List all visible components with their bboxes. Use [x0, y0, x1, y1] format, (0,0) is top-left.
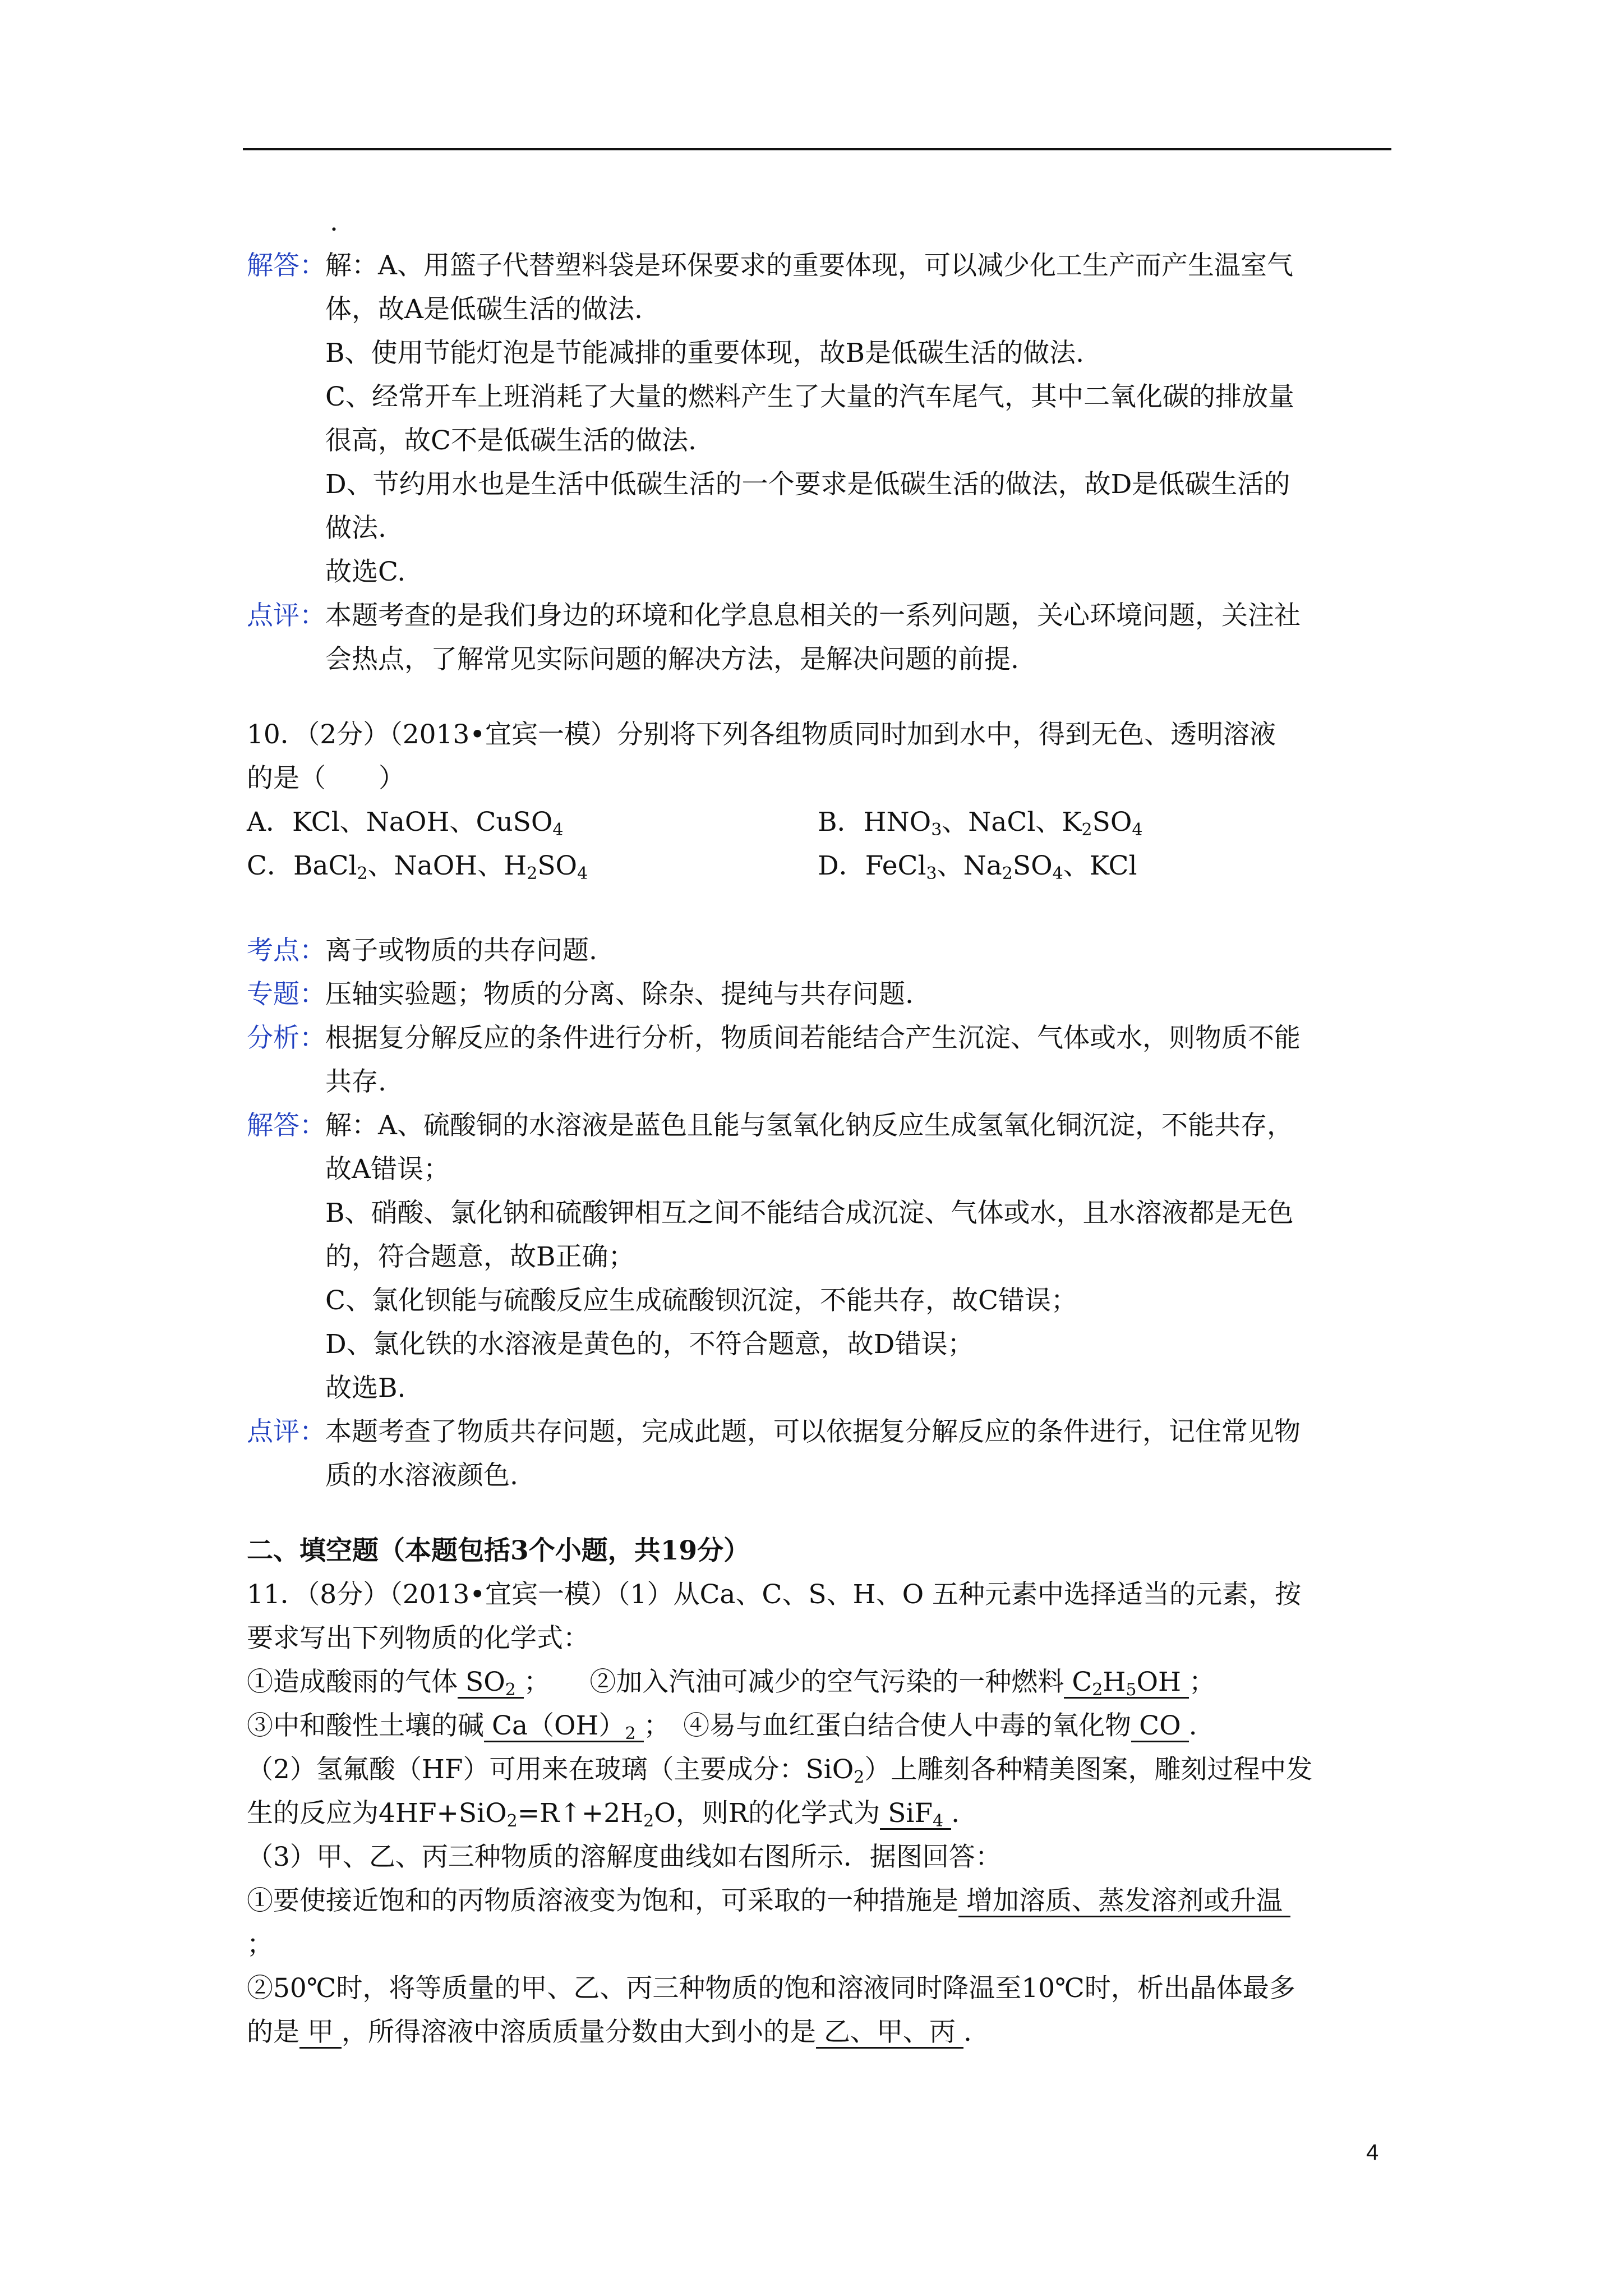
q10-answer-row: D、氯化铁的水溶液是黄色的，不符合题意，故D错误；	[325, 1329, 974, 1360]
answer-blank: $SO_2$	[458, 1668, 524, 1699]
answer-blank: 甲	[299, 2018, 342, 2049]
q9-answer-row: 故选C.	[325, 556, 406, 587]
q10-comment-row: 质的水溶液颜色.	[325, 1460, 518, 1491]
q9-answer-row: 做法.	[325, 513, 386, 544]
answer-blank: SiF$_4$	[880, 1799, 951, 1830]
q9-answer-row: 很高，故C不是低碳生活的做法.	[325, 425, 697, 456]
q11-line-1: ①造成酸雨的气体 $SO_2$ ； ②加入汽油可减少的空气污染的一种燃料 $C_2H_5OH$ ；	[247, 1667, 1216, 1700]
q10-stem: 10．（2分）（2013•宜宾一模）分别将下列各组物质同时加到水中，得到无色、透明溶液	[247, 719, 1276, 750]
page-number: 4	[1366, 2140, 1379, 2165]
q11-line-8: ②50℃时，将等质量的甲、乙、丙三种物质的饱和溶液同时降温至10℃时，析出晶体最多	[247, 1973, 1295, 2004]
q9-comment-row: 点评： 本题考查的是我们身边的环境和化学息息相关的一系列问题，关心环境问题，关注社	[247, 594, 1396, 638]
q11-line-6: ①要使接近饱和的丙物质溶液变为饱和，可采取的一种措施是 增加溶质、蒸发溶剂或升温	[247, 1879, 1396, 1923]
q11-stem: 11．（8分）（2013•宜宾一模）（1）从Ca、C、S、H、O 五种元素中选择适当的元素，按	[247, 1579, 1302, 1610]
analysis-label: 分析：	[247, 1023, 326, 1053]
q11-stem: 要求写出下列物质的化学式：	[247, 1623, 589, 1654]
q9-answer-row: C、经常开车上班消耗了大量的燃料产生了大量的汽车尾气，其中二氧化碳的排放量	[325, 381, 1294, 412]
answer-blank: $C_2H_5OH$	[1064, 1668, 1189, 1699]
header-rule	[243, 148, 1391, 150]
point-label: 考点：	[247, 935, 326, 966]
q11-line-7: ；	[247, 1929, 273, 1960]
answer-label: 解答：	[247, 1110, 326, 1141]
q10-topic-row: 专题： 压轴实验题；物质的分离、除杂、提纯与共存问题.	[247, 973, 1396, 1016]
q11-line-9: 的是 甲 ，所得溶液中溶质质量分数由大到小的是 乙、甲、丙 .	[247, 2017, 972, 2047]
answer-blank: 乙、甲、丙	[816, 2018, 963, 2049]
section-heading: 二、填空题（本题包括3个小题，共19分）	[247, 1535, 750, 1566]
q10-answer-row: B、硝酸、氯化钠和硫酸钾相互之间不能结合成沉淀、气体或水，且水溶液都是无色	[325, 1198, 1294, 1228]
answer-blank: $Ca(OH)_2$	[484, 1711, 644, 1742]
q10-answer-row: 故A错误；	[325, 1154, 450, 1185]
q9-answer-row: 体，故A是低碳生活的做法.	[325, 294, 643, 325]
comment-label: 点评：	[247, 600, 326, 631]
q11-line-5: （3）甲、乙、丙三种物质的溶解度曲线如右图所示．据图回答：	[247, 1842, 1002, 1872]
q10-options-row-1	[247, 800, 1396, 844]
answer-blank: CO	[1131, 1711, 1189, 1742]
q9-comment-row: 会热点，了解常见实际问题的解决方法，是解决问题的前提.	[325, 644, 1019, 675]
comment-label: 点评：	[247, 1416, 326, 1447]
question-10	[247, 713, 1396, 888]
question-11	[247, 1529, 1396, 2054]
option-b: B．$HNO_3$、NaCl、$K_2SO_4$	[818, 807, 1143, 840]
q9-answer-row: 解答： 解：A、用篮子代替塑料袋是环保要求的重要体现，可以减少化工生产而产生温室气	[247, 244, 1396, 288]
prev-tail-row: .	[330, 206, 338, 237]
q10-answer-row: C、氯化钡能与硫酸反应生成硫酸钡沉淀，不能共存，故C错误；	[325, 1285, 1077, 1316]
q11-line-4: 生的反应为$4HF+SiO_2=R↑+2H_2O$，则R的化学式为 SiF$_4$ .	[247, 1798, 960, 1831]
q11-line-2: ③中和酸性土壤的碱 $Ca(OH)_2$ ； ④易与血红蛋白结合使人中毒的氧化物 CO .	[247, 1710, 1197, 1743]
topic-label: 专题：	[247, 979, 326, 1010]
question-9-tail	[247, 200, 1396, 682]
q10-analysis-row: 分析： 根据复分解反应的条件进行分析，物质间若能结合产生沉淀、气体或水，则物质不能	[247, 1016, 1396, 1060]
answer-blank: 增加溶质、蒸发溶剂或升温	[958, 1887, 1290, 1917]
q10-answer-row: 解答： 解：A、硫酸铜的水溶液是蓝色且能与氢氧化钠反应生成氢氧化铜沉淀，不能共存，	[247, 1104, 1396, 1148]
q10-point-row: 考点： 离子或物质的共存问题.	[247, 929, 1396, 973]
q10-answer-row: 故选B.	[325, 1373, 406, 1404]
question-10-solution	[247, 929, 1396, 1498]
q10-options-row-2	[247, 844, 1396, 888]
q11-line-3: （2）氢氟酸（HF）可用来在玻璃（主要成分：SiO$_2$）上雕刻各种精美图案，雕刻过程中发	[247, 1754, 1313, 1787]
q10-analysis-row: 共存.	[325, 1066, 386, 1097]
q10-answer-row: 的，符合题意，故B正确；	[325, 1241, 635, 1272]
q9-answer-row: D、节约用水也是生活中低碳生活的一个要求是低碳生活的做法，故D是低碳生活的	[325, 469, 1290, 500]
q10-comment-row: 点评： 本题考查了物质共存问题，完成此题，可以依据复分解反应的条件进行，记住常见物	[247, 1410, 1396, 1454]
q10-stem: 的是（ ）	[247, 763, 405, 794]
q9-answer-row: B、使用节能灯泡是节能减排的重要体现，故B是低碳生活的做法.	[325, 338, 1085, 369]
answer-label: 解答：	[247, 250, 326, 281]
option-a: A．KCl、NaOH、CuSO$_4$	[247, 807, 564, 840]
option-d: D．FeCl$_3$、$Na_2SO_4$、KCl	[818, 850, 1137, 884]
option-c: C．BaCl$_2$、NaOH、$H_2SO_4$	[247, 850, 588, 884]
